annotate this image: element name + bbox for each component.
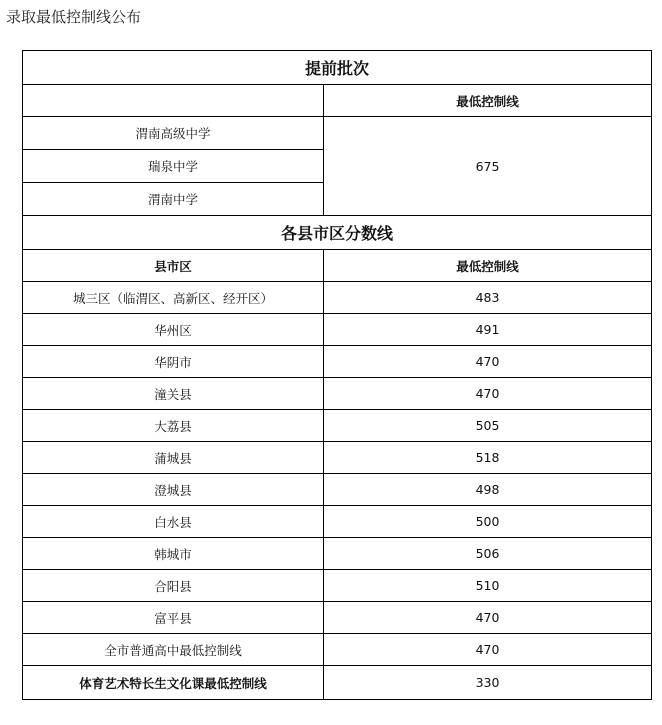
county-row: [23, 282, 652, 314]
county-score: 483: [324, 282, 652, 314]
county-name: 城三区（临渭区、高新区、经开区）: [23, 282, 324, 314]
county-name: 韩城市: [23, 538, 324, 570]
county-section-title: 各县市区分数线: [23, 216, 652, 250]
county-score: 506: [324, 538, 652, 570]
county-row: [23, 346, 652, 378]
early-batch-title-row: [23, 51, 652, 85]
county-row: [23, 410, 652, 442]
county-score: 470: [324, 602, 652, 634]
county-score: 470: [324, 634, 652, 666]
early-batch-score: 675: [324, 117, 652, 216]
county-row: [23, 666, 652, 700]
county-col2-header: 最低控制线: [324, 250, 652, 282]
school-row: [23, 117, 652, 150]
county-col1-header: 县市区: [23, 250, 324, 282]
school-name: 渭南高级中学: [23, 117, 324, 150]
county-name: 华阴市: [23, 346, 324, 378]
county-score: 470: [324, 378, 652, 410]
county-name: 大荔县: [23, 410, 324, 442]
early-batch-col1-header: [23, 85, 324, 117]
early-batch-title: 提前批次: [23, 51, 652, 85]
county-score: 330: [324, 666, 652, 700]
score-table: [22, 50, 652, 700]
county-name: 体育艺术特长生文化课最低控制线: [23, 666, 324, 700]
county-score: 510: [324, 570, 652, 602]
county-name: 潼关县: [23, 378, 324, 410]
county-name: 澄城县: [23, 474, 324, 506]
school-name: 渭南中学: [23, 183, 324, 216]
county-name: 富平县: [23, 602, 324, 634]
county-section-title-row: [23, 216, 652, 250]
early-batch-header-row: [23, 85, 652, 117]
county-header-row: [23, 250, 652, 282]
county-row: [23, 538, 652, 570]
county-row: [23, 602, 652, 634]
county-name: 华州区: [23, 314, 324, 346]
county-row: [23, 314, 652, 346]
school-name: 瑞泉中学: [23, 150, 324, 183]
page-heading: 录取最低控制线公布: [6, 8, 142, 26]
county-name: 白水县: [23, 506, 324, 538]
county-score: 505: [324, 410, 652, 442]
county-row: [23, 442, 652, 474]
county-row: [23, 474, 652, 506]
county-row: [23, 634, 652, 666]
early-batch-col2-header: 最低控制线: [324, 85, 652, 117]
county-name: 全市普通高中最低控制线: [23, 634, 324, 666]
county-name: 蒲城县: [23, 442, 324, 474]
county-score: 500: [324, 506, 652, 538]
county-score: 470: [324, 346, 652, 378]
county-row: [23, 570, 652, 602]
county-row: [23, 506, 652, 538]
county-score: 491: [324, 314, 652, 346]
county-score: 518: [324, 442, 652, 474]
county-name: 合阳县: [23, 570, 324, 602]
county-row: [23, 378, 652, 410]
county-score: 498: [324, 474, 652, 506]
